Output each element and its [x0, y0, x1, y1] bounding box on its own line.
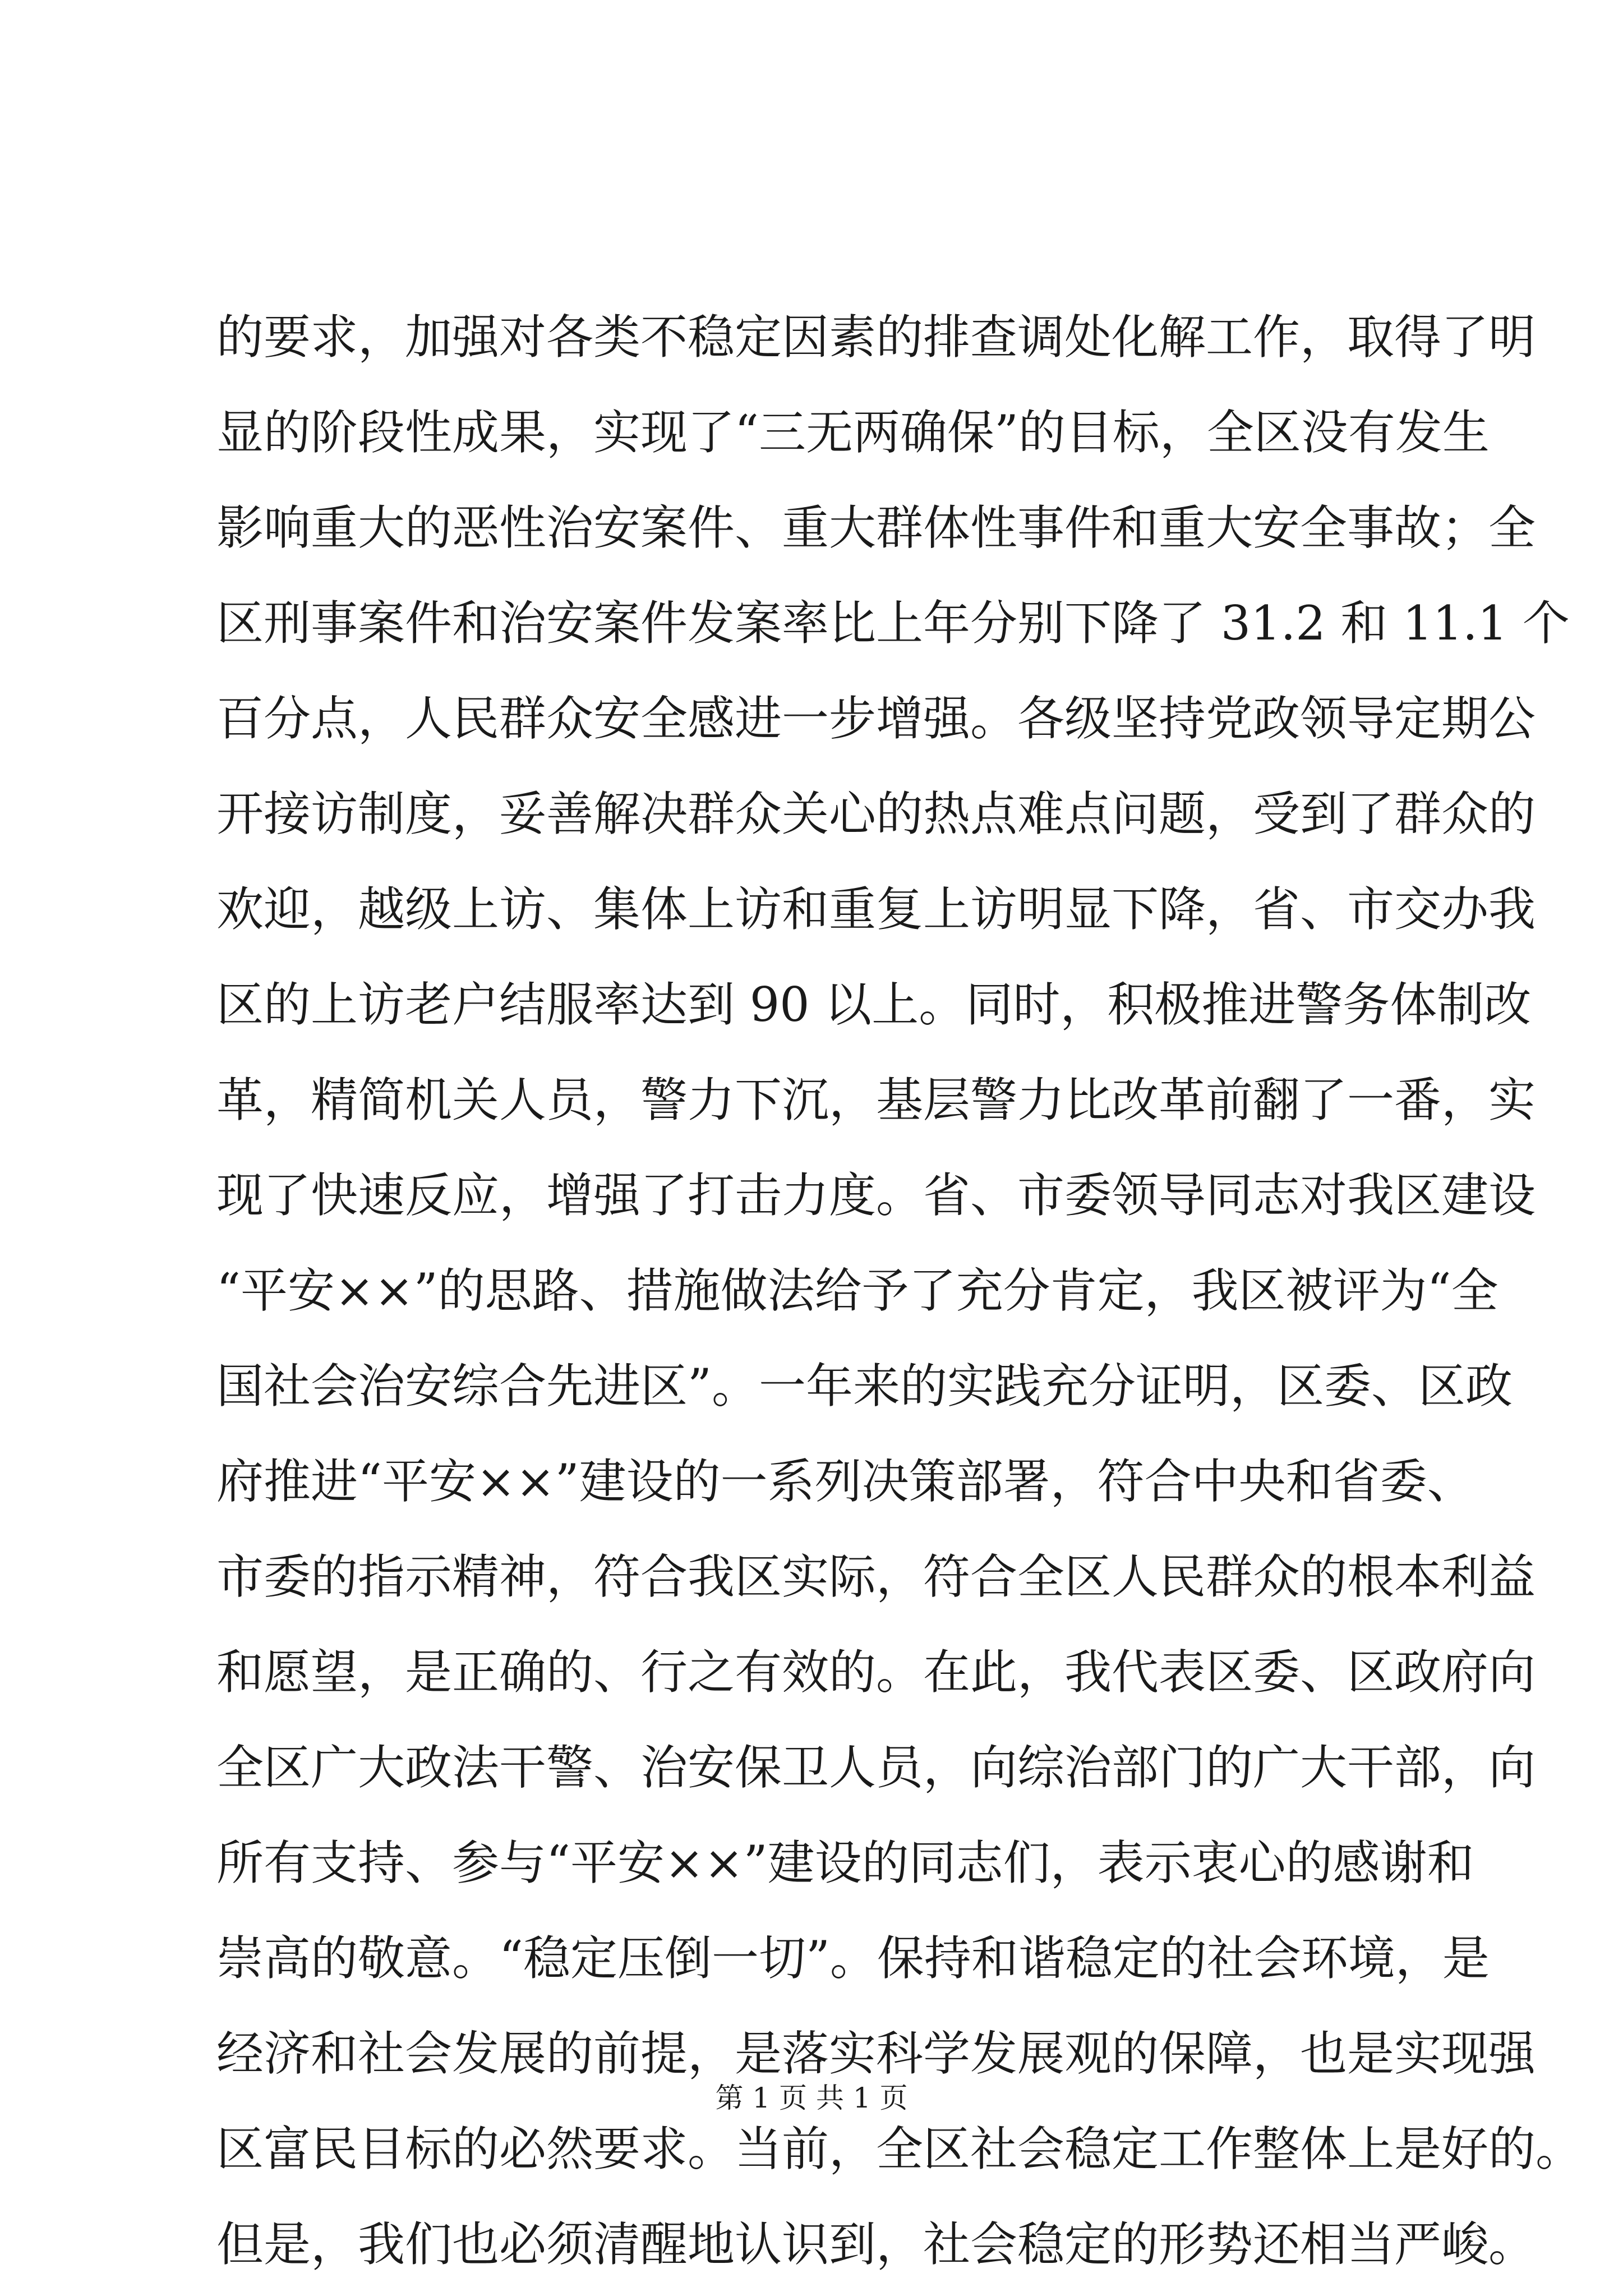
- text-line: 开接访制度，妥善解决群众关心的热点难点问题，受到了群众的: [216, 786, 1536, 841]
- text-line: 所有支持、参与“平安××”建设的同志们，表示衷心的感谢和: [216, 1835, 1474, 1890]
- text-line: “平安××”的思路、措施做法给予了充分肯定，我区被评为“全: [216, 1263, 1498, 1318]
- text-line: 革，精简机关人员，警力下沉，基层警力比改革前翻了一番，实: [216, 1073, 1536, 1128]
- page-number-footer: 第 1 页 共 1 页: [715, 2082, 908, 2114]
- text-line: 经济和社会发展的前提，是落实科学发展观的保障，也是实现强: [216, 2026, 1536, 2081]
- text-line: 国社会治安综合先进区”。一年来的实践充分证明，区委、区政: [216, 1359, 1513, 1414]
- text-line: 影响重大的恶性治安案件、重大群体性事件和重大安全事故；全: [216, 500, 1536, 555]
- text-line: 的要求，加强对各类不稳定因素的排查调处化解工作，取得了明: [216, 310, 1536, 365]
- text-line: 全区广大政法干警、治安保卫人员，向综治部门的广大干部，向: [216, 1740, 1536, 1795]
- text-line: 和愿望，是正确的、行之有效的。在此，我代表区委、区政府向: [216, 1645, 1536, 1700]
- text-line: 显的阶段性成果，实现了“三无两确保”的目标，全区没有发生: [216, 405, 1490, 460]
- document-body: [216, 289, 1583, 2292]
- text-line: 现了快速反应，增强了打击力度。省、市委领导同志对我区建设: [216, 1168, 1536, 1223]
- text-line: 区富民目标的必然要求。当前，全区社会稳定工作整体上是好的。: [216, 2122, 1583, 2177]
- text-line: 但是，我们也必须清醒地认识到，社会稳定的形势还相当严峻。: [216, 2217, 1536, 2272]
- text-line: 崇高的敬意。“稳定压倒一切”。保持和谐稳定的社会环境，是: [216, 1931, 1490, 1986]
- text-line: 区刑事案件和治安案件发案率比上年分别下降了 31.2 和 11.1 个: [216, 596, 1570, 651]
- text-line: 百分点，人民群众安全感进一步增强。各级坚持党政领导定期公: [216, 691, 1536, 746]
- text-line: 府推进“平安××”建设的一系列决策部署，符合中央和省委、: [216, 1454, 1474, 1509]
- text-line: 区的上访老户结服率达到 90 以上。同时，积极推进警务体制改: [216, 977, 1532, 1032]
- text-line: 市委的指示精神，符合我区实际，符合全区人民群众的根本利益: [216, 1549, 1536, 1604]
- text-line: 欢迎，越级上访、集体上访和重复上访明显下降，省、市交办我: [216, 882, 1536, 937]
